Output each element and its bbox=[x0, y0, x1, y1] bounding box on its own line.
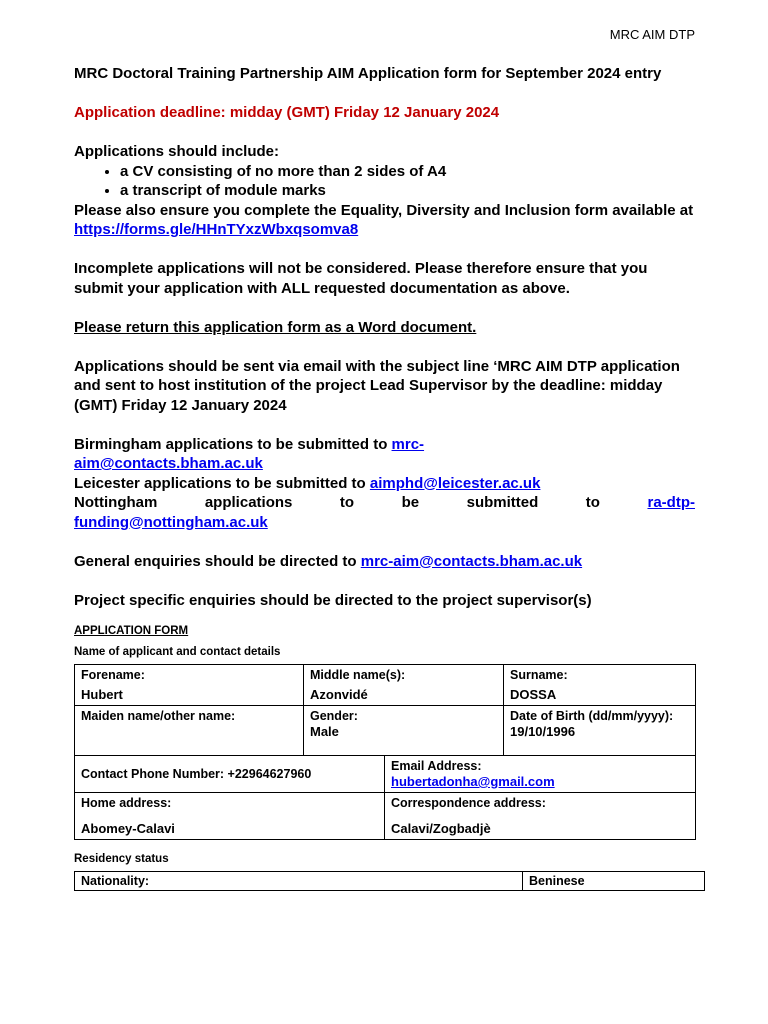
return-note: Please return this application form as a Word document. bbox=[74, 318, 477, 336]
residency-table bbox=[74, 871, 705, 891]
maiden-name-cell bbox=[75, 706, 304, 756]
gender-cell bbox=[304, 706, 504, 756]
list-item: • a transcript of module marks bbox=[120, 181, 695, 201]
document-body bbox=[74, 64, 695, 891]
forename-value: Hubert bbox=[81, 687, 123, 702]
list-item: • a CV consisting of no more than 2 sides of A4 bbox=[120, 162, 695, 182]
correspondence-address-cell bbox=[385, 793, 696, 840]
home-address-label: Home address: bbox=[81, 796, 172, 810]
nottingham-line bbox=[74, 493, 695, 513]
nottingham-word: be bbox=[401, 494, 420, 511]
birmingham-line bbox=[74, 435, 695, 474]
home-address-value: Abomey-Calavi bbox=[81, 821, 175, 836]
residency-heading: Residency status bbox=[74, 853, 169, 865]
surname-value: DOSSA bbox=[510, 687, 557, 702]
phone-value: +22964627960 bbox=[227, 767, 312, 781]
forename-label: Forename: bbox=[81, 668, 145, 682]
project-enquiries: Project specific enquiries should be directed to the project supervisor(s) bbox=[74, 591, 592, 609]
include-intro: Applications should include: bbox=[74, 143, 280, 160]
surname-label: Surname: bbox=[510, 668, 568, 682]
edi-form-link[interactable]: https://forms.gle/HHnTYxzWbxqsomva8 bbox=[74, 221, 359, 238]
correspondence-address-value: Calavi/Zogbadjè bbox=[391, 821, 491, 836]
nationality-label: Nationality: bbox=[81, 874, 150, 888]
nottingham-email-link[interactable]: ra-dtp- bbox=[647, 494, 695, 511]
deadline-notice: Application deadline: midday (GMT) Friday 12 January 2024 bbox=[74, 104, 500, 121]
birmingham-email-link[interactable]: mrc- bbox=[391, 435, 425, 453]
birmingham-email-link-cont[interactable]: aim@contacts.bham.ac.uk bbox=[74, 455, 263, 472]
nationality-label-cell bbox=[75, 872, 523, 891]
dob-cell bbox=[504, 706, 696, 756]
nottingham-word: applications bbox=[204, 494, 293, 511]
running-header: MRC AIM DTP bbox=[609, 27, 695, 42]
gender-value: Male bbox=[310, 724, 339, 739]
email-label: Email Address: bbox=[391, 759, 482, 773]
general-enquiries-text: General enquiries should be directed to bbox=[74, 552, 357, 570]
birmingham-text: Birmingham applications to be submitted to bbox=[74, 435, 388, 453]
general-enquiries-link[interactable]: mrc-aim@contacts.bham.ac.uk bbox=[360, 552, 583, 570]
dob-value: 19/10/1996 bbox=[510, 724, 576, 739]
home-address-cell bbox=[75, 793, 385, 840]
phone-line bbox=[81, 766, 378, 782]
nationality-value: Beninese bbox=[529, 874, 585, 888]
email-cell bbox=[385, 756, 696, 793]
leicester-text: Leicester applications to be submitted to bbox=[74, 474, 366, 492]
email-instructions: Applications should be sent via email with the subject line ‘MRC AIM DTP application and sent to host institution of the project Lead Supervisor by the deadline: midday (GMT) Friday 12 January 2024 bbox=[74, 357, 680, 414]
leicester-email-link[interactable]: aimphd@leicester.ac.uk bbox=[369, 474, 541, 492]
maiden-name-label: Maiden name/other name: bbox=[81, 709, 236, 723]
nottingham-word: to bbox=[585, 494, 600, 511]
document-title: MRC Doctoral Training Partnership AIM Application form for September 2024 entry bbox=[74, 65, 662, 82]
middle-name-label: Middle name(s): bbox=[310, 668, 406, 682]
edi-paragraph bbox=[74, 201, 695, 240]
leicester-line bbox=[74, 474, 695, 494]
surname-cell bbox=[504, 665, 696, 706]
nottingham-word: Nottingham bbox=[74, 494, 158, 511]
middle-name-cell bbox=[304, 665, 504, 706]
middle-name-value: Azonvidé bbox=[310, 687, 368, 702]
nottingham-email-link-cont[interactable]: funding@nottingham.ac.uk bbox=[74, 513, 268, 531]
gender-label: Gender: bbox=[310, 709, 358, 723]
application-form-heading: APPLICATION FORM bbox=[74, 625, 189, 637]
contact-details-table bbox=[74, 664, 696, 840]
edi-text: Please also ensure you complete the Equality, Diversity and Inclusion form available at bbox=[74, 201, 694, 219]
general-enquiries bbox=[74, 552, 695, 572]
include-list bbox=[74, 162, 695, 201]
nationality-value-cell bbox=[523, 872, 705, 891]
dob-label: Date of Birth (dd/mm/yyyy): bbox=[510, 709, 674, 723]
nottingham-word: submitted bbox=[466, 494, 539, 511]
phone-cell bbox=[75, 756, 385, 793]
nottingham-word: to bbox=[339, 494, 355, 511]
phone-label: Contact Phone Number: bbox=[81, 767, 225, 781]
correspondence-address-label: Correspondence address: bbox=[391, 796, 546, 810]
contact-details-heading: Name of applicant and contact details bbox=[74, 646, 281, 658]
forename-cell bbox=[75, 665, 304, 706]
incomplete-warning: Incomplete applications will not be considered. Please therefore ensure that you submit your application with ALL requested documentation as above. bbox=[74, 260, 648, 297]
email-link[interactable]: hubertadonha@gmail.com bbox=[391, 774, 555, 789]
